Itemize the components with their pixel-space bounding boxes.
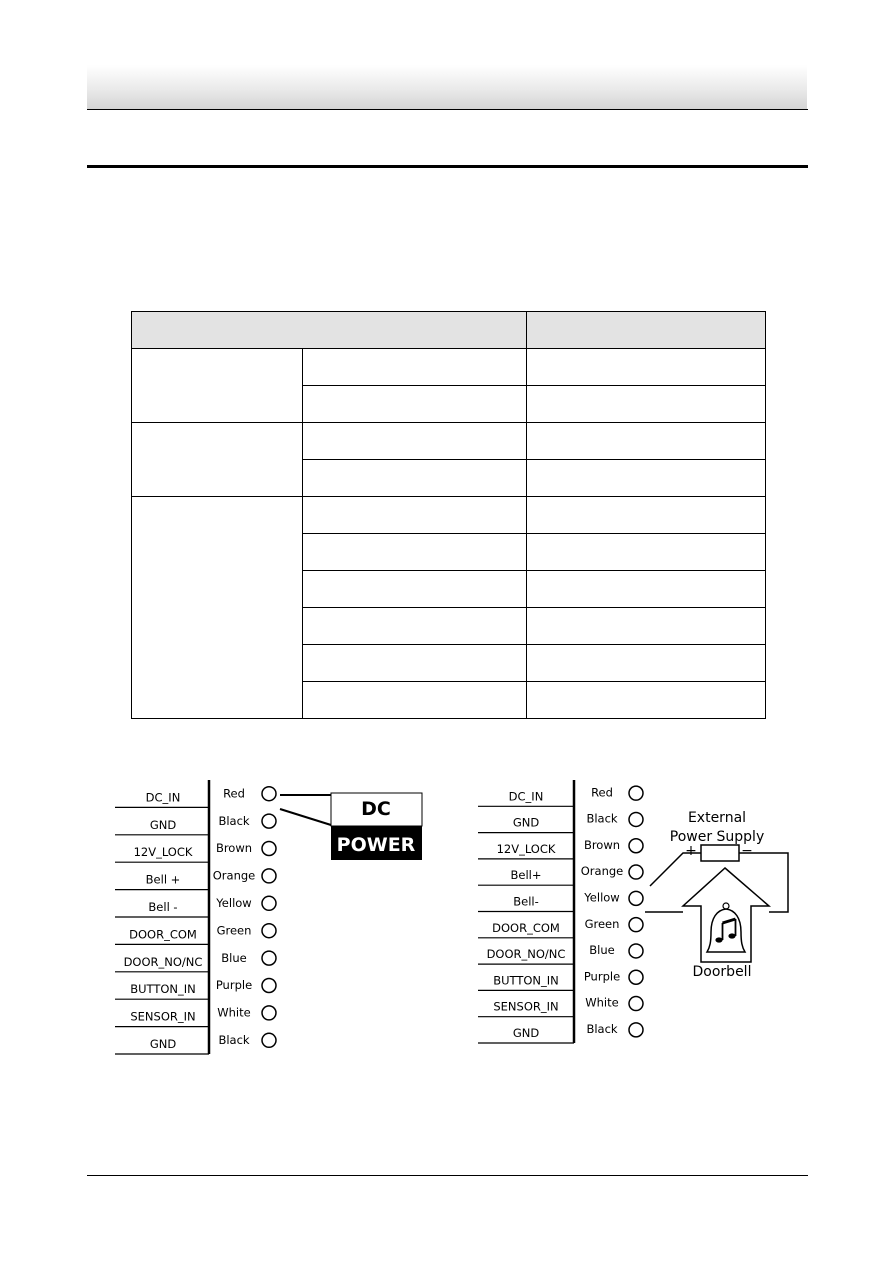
wire-color-label: Orange [580,864,624,879]
table-cell [527,645,766,682]
wire-color-label: Brown [215,841,253,856]
terminal-screw [262,842,276,856]
table-header-cell [527,312,766,349]
table-cell [303,497,527,534]
terminal-screw [262,951,276,965]
terminal-label: GND [149,817,177,832]
gnd-wire [280,809,331,825]
terminal-screw [629,944,643,958]
terminal-screw [262,896,276,910]
table-cell [303,608,527,645]
terminal-label: SENSOR_IN [130,1009,196,1024]
terminal-label: DOOR_NO/NC [123,954,203,969]
wire-color-label: Purple [215,978,253,993]
terminal-label: Bell - [148,900,178,914]
terminal-label: DOOR_COM [492,920,560,935]
doorbell-label: Doorbell [692,964,752,980]
terminal-label: Bell- [513,894,539,909]
wire-color-label: Purple [583,969,621,984]
external-supply-label-line1: External [687,810,747,826]
terminal-screw [262,869,276,883]
table-row [132,423,766,460]
terminal-label: BUTTON_IN [493,973,559,988]
terminal-label: DOOR_NO/NC [486,947,566,962]
terminal-label: DC_IN [145,790,181,805]
power-box-top-label: DC [361,798,391,820]
table-cell [303,571,527,608]
terminal-screw [629,865,643,879]
terminal-screw [262,1033,276,1047]
table-cell [527,386,766,423]
wire-color-label: Blue [589,943,615,958]
terminal-label: SENSOR_IN [493,999,559,1014]
table-cell [527,497,766,534]
wire-color-label: Yellow [584,890,620,905]
terminal-screw [629,891,643,905]
terminal-label: DC_IN [508,789,544,804]
table-cell [303,682,527,719]
wire-color-label: Black [586,1022,618,1036]
wiring-table [131,311,766,719]
terminal-screw [629,786,643,800]
wire-color-label: Black [218,813,250,828]
wire-color-label: White [585,995,619,1010]
wire-color-label: Red [591,785,613,800]
terminal-screw [262,814,276,828]
table-group-cell [132,423,303,497]
wire-color-label: Blue [221,950,247,965]
power-box-bottom-label: POWER [336,834,416,856]
table-cell [303,460,527,497]
table-cell [527,349,766,386]
table-cell [303,423,527,460]
table-group-cell [132,497,303,719]
terminal-screw [262,924,276,938]
wire-color-label: Green [216,923,252,938]
wire-color-label: White [217,1005,251,1020]
terminal-screw [629,839,643,853]
table-cell [527,571,766,608]
table-cell [303,386,527,423]
table-cell [527,608,766,645]
table-cell [303,349,527,386]
wire-color-label: Brown [583,837,621,852]
terminal-label: DOOR_COM [129,927,197,942]
terminal-screw [262,979,276,993]
terminal-screw [629,1023,643,1037]
wire-color-label: Black [218,1033,250,1047]
wire-color-label: Yellow [216,896,252,910]
table-row [132,497,766,534]
terminal-label: GND [512,1026,540,1040]
terminal-label: 12V_LOCK [496,841,556,856]
external-supply-label-line2: Power Supply [669,829,765,845]
section-rule [87,165,808,168]
table-cell [527,423,766,460]
table-group-cell [132,349,303,423]
wire-color-label: Orange [212,868,256,883]
terminal-screw [629,812,643,826]
table-cell [303,645,527,682]
terminal-block [115,780,276,1054]
supply-resistor [701,845,739,861]
terminal-label: 12V_LOCK [133,845,193,860]
terminal-screw [629,970,643,984]
table-cell [527,460,766,497]
terminal-label: GND [149,1037,177,1051]
terminal-block [478,780,643,1043]
terminal-label: GND [512,815,540,830]
table-cell [527,682,766,719]
terminal-label: Bell + [145,872,181,887]
terminal-label: BUTTON_IN [130,982,196,997]
terminal-screw [629,997,643,1011]
wire-color-label: Green [584,916,620,931]
doorbell-wiring-diagram [478,780,808,1075]
table-header-row [132,312,766,349]
supply-minus-label: − [741,843,753,859]
wire-color-label: Black [586,811,618,826]
power-wiring-diagram [115,780,435,1075]
table-header-cell [132,312,527,349]
footer-rule [87,1175,808,1176]
header-rule [87,109,808,110]
terminal-label: Bell+ [510,868,542,883]
table-cell [527,534,766,571]
terminal-screw [262,787,276,801]
table-row [132,349,766,386]
page-header-band [87,65,807,109]
table-cell [303,534,527,571]
wire-color-label: Red [223,786,245,801]
terminal-screw [262,1006,276,1020]
supply-plus-label: + [685,843,697,859]
terminal-screw [629,918,643,932]
